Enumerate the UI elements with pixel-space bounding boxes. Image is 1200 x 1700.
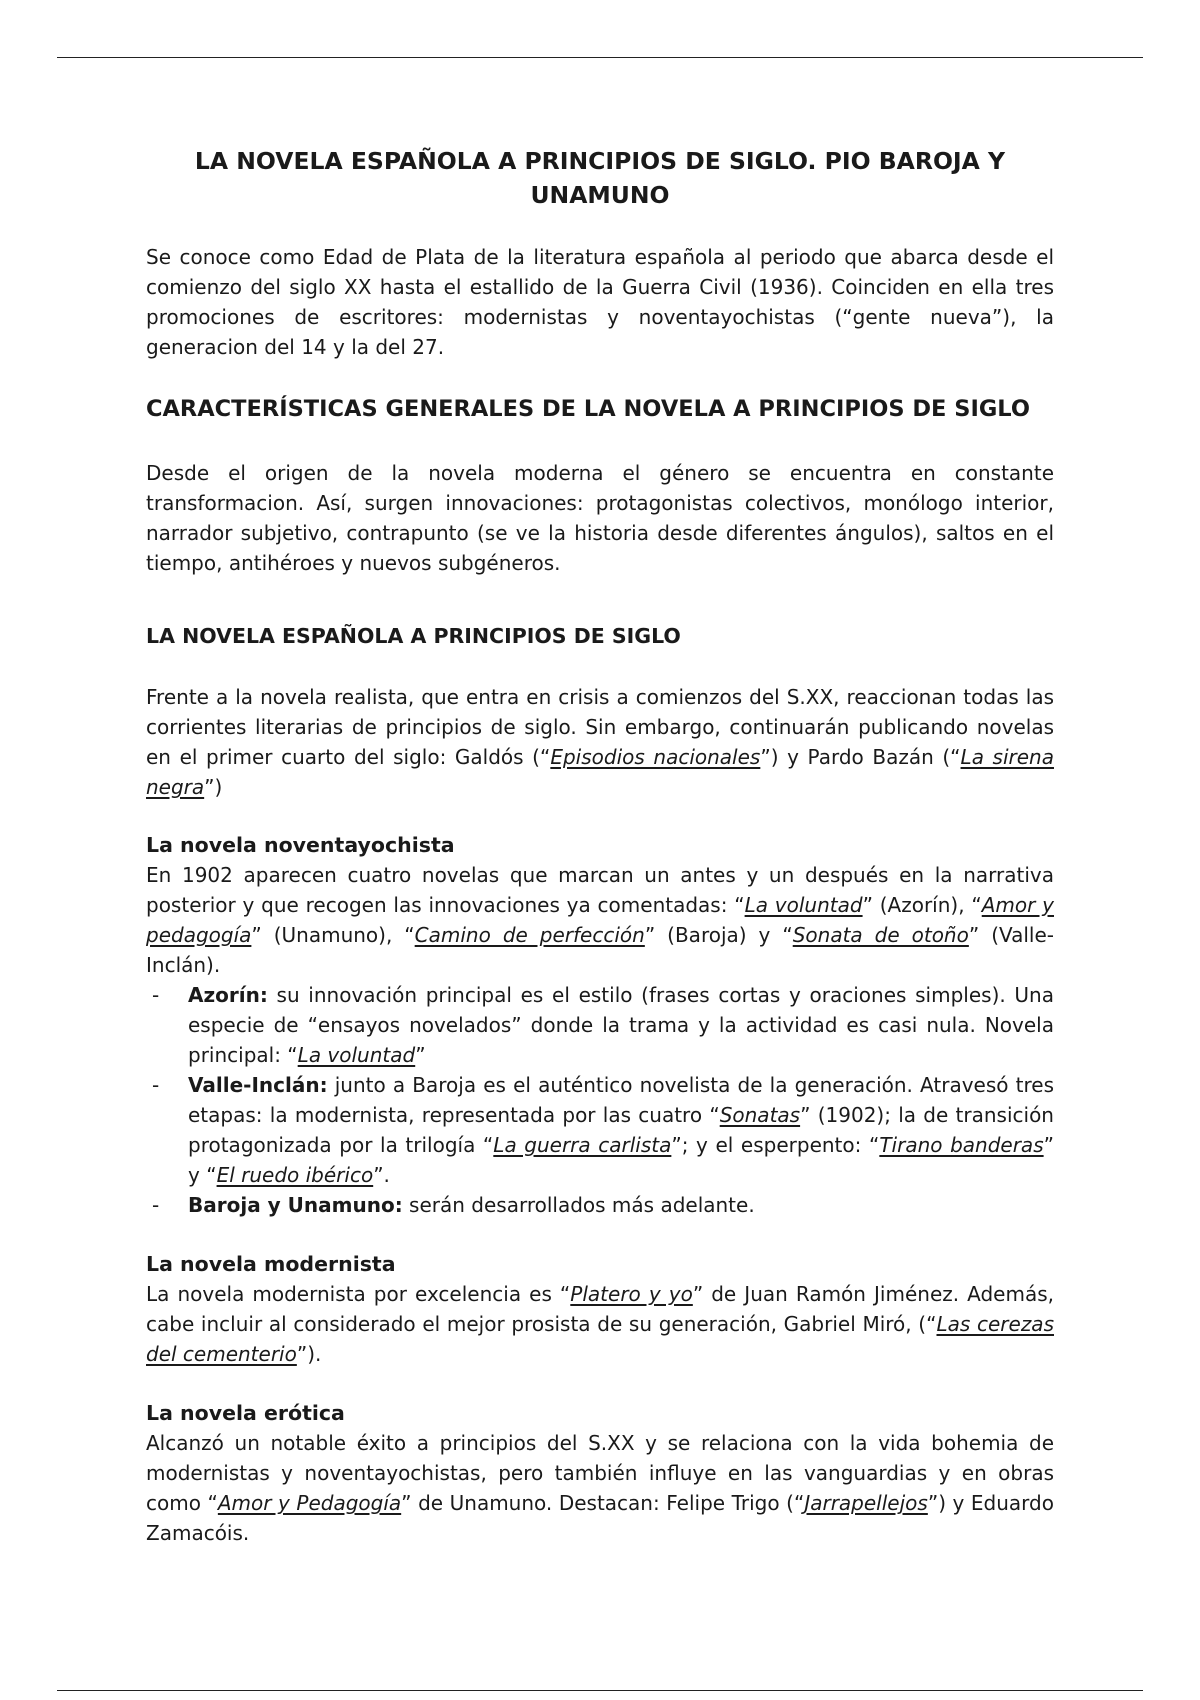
- work-title: Sonatas: [719, 1103, 801, 1127]
- list-item: [146, 980, 1054, 1070]
- work-title: La guerra carlista: [493, 1133, 672, 1157]
- text-segment: ”) y Eduardo Zamacóis.: [146, 1491, 1054, 1545]
- text-segment: Frente a la novela realista, que entra en crisis a comienzos del S.XX, reaccionan todas las corrientes literarias de principios de siglo. Sin embargo, continuarán publicando novelas en el primer cuarto del siglo: Galdós (“: [146, 685, 1054, 769]
- text-segment: ”) y Pardo Bazán (“: [760, 745, 961, 769]
- work-title: Episodios nacionales: [550, 745, 761, 769]
- work-title: Platero y yo: [570, 1282, 693, 1306]
- bullet-dash: -: [152, 1073, 160, 1097]
- work-title: La voluntad: [297, 1043, 416, 1067]
- text-segment: ”): [204, 775, 223, 799]
- footer-rule: [57, 1690, 1143, 1691]
- bullet-dash: -: [152, 983, 160, 1007]
- text-segment: ” (Unamuno), “: [251, 923, 415, 947]
- text-segment: En 1902 aparecen cuatro novelas que marcan un antes y un después en la narrativa posterior y que recogen las innovaciones ya comentadas: “: [146, 863, 1054, 917]
- work-title: Tirano banderas: [879, 1133, 1044, 1157]
- text-segment: ” y “: [188, 1133, 1054, 1187]
- section-heading-characteristics: CARACTERÍSTICAS GENERALES DE LA NOVELA A PRINCIPIOS DE SIGLO: [146, 396, 1030, 422]
- subsection-heading-erotic: La novela erótica: [146, 1401, 345, 1425]
- work-title: Las cerezas del cementerio: [146, 1312, 1054, 1366]
- list-item: [146, 1070, 1054, 1190]
- text-segment: ”; y el esperpento: “: [671, 1133, 880, 1157]
- work-title: Amor y pedagogía: [146, 893, 1054, 947]
- text-segment: ” (Baroja) y “: [644, 923, 793, 947]
- text-segment: La novela modernista por excelencia es “: [146, 1282, 571, 1306]
- intro-paragraph: Se conoce como Edad de Plata de la literatura española al periodo que abarca desde el comienzo del siglo XX hasta el estallido de la Guerra Civil (1936). Coinciden en ella tres promociones de escritores: modernistas y noventayochistas (“gente nueva”), la generacion del 14 y la del 27.: [146, 245, 1054, 359]
- text-segment: ” de Juan Ramón Jiménez. Además, cabe incluir al considerado el mejor prosista de su generación, Gabriel Miró, (“: [146, 1282, 1055, 1336]
- text-segment: ” (Azorín), “: [862, 893, 982, 917]
- work-title: La sirena negra: [146, 745, 1054, 799]
- work-title: Sonata de otoño: [792, 923, 969, 947]
- author-list: [146, 980, 1054, 1220]
- text-segment: ” de Unamuno. Destacan: Felipe Trigo (“: [401, 1491, 805, 1515]
- document-body: [146, 144, 1054, 1548]
- text-segment: ”: [415, 1043, 426, 1067]
- work-title: Camino de perfección: [414, 923, 645, 947]
- text-segment: junto a Baroja es el auténtico novelista de la generación. Atravesó tres etapas: la modernista, representada por las cuatro “: [188, 1073, 1054, 1127]
- section-heading-spanish-novel: LA NOVELA ESPAÑOLA A PRINCIPIOS DE SIGLO: [146, 624, 681, 648]
- characteristics-paragraph: Desde el origen de la novela moderna el género se encuentra en constante transformacion. Así, surgen innovaciones: protagonistas colectivos, monólogo interior, narrador subjetivo, contrapunto (se ve la historia desde diferentes ángulos), saltos en el tiempo, antihéroes y nuevos subgéneros.: [146, 461, 1054, 575]
- item-label: Azorín:: [188, 983, 268, 1007]
- text-segment: ”).: [296, 1342, 322, 1366]
- header-rule: [57, 57, 1143, 58]
- text-segment: su innovación principal es el estilo (frases cortas y oraciones simples). Una especie de “ensayos novelados” donde la trama y la actividad es casi nula. Novela principal: “: [188, 983, 1054, 1067]
- text-segment: ” (Valle-Inclán).: [146, 923, 1055, 977]
- item-label: Valle-Inclán:: [188, 1073, 328, 1097]
- text-segment: ” (1902); la de transición protagonizada por la trilogía “: [188, 1103, 1054, 1157]
- modernist-paragraph: [146, 1279, 1054, 1369]
- text-segment: serán desarrollados más adelante.: [402, 1193, 755, 1217]
- subsection-heading-modernist: La novela modernista: [146, 1252, 396, 1276]
- erotic-paragraph: [146, 1428, 1054, 1548]
- novel-98-paragraph: [146, 860, 1054, 980]
- subsection-heading-98: La novela noventayochista: [146, 833, 455, 857]
- item-label: Baroja y Unamuno:: [188, 1193, 403, 1217]
- text-segment: Alcanzó un notable éxito a principios del S.XX y se relaciona con la vida bohemia de modernistas y noventayochistas, pero también influye en las vanguardias y en obras como “: [146, 1431, 1054, 1515]
- spanish-novel-paragraph: [146, 682, 1054, 802]
- bullet-dash: -: [152, 1193, 160, 1217]
- work-title: Amor y Pedagogía: [217, 1491, 402, 1515]
- list-item: [146, 1190, 1054, 1220]
- work-title: La voluntad: [744, 893, 863, 917]
- document-title: LA NOVELA ESPAÑOLA A PRINCIPIOS DE SIGLO. PIO BAROJA Y UNAMUNO: [194, 147, 1006, 209]
- text-segment: ”.: [373, 1163, 390, 1187]
- work-title: El ruedo ibérico: [216, 1163, 374, 1187]
- work-title: Jarrapellejos: [804, 1491, 928, 1515]
